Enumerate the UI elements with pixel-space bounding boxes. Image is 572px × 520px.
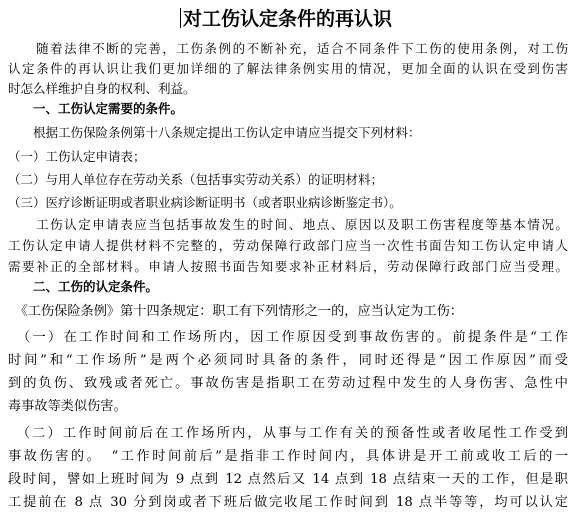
section2-line-1: 《工伤保险条例》第十四条规定：职工有下列情形之一的，应当认定为工伤： — [8, 304, 463, 319]
section2-line-7: 事故伤害的。 “工作时间前后”是指非工作时间内，具体讲是开工前或收工后的一 — [8, 449, 568, 464]
section2-line-2: （一）在工作时间和工作场所内，因工作原因受到事故伤害的。前提条件是“工作 — [8, 330, 568, 345]
section2-line-6: （二）工作时间前后在工作场所内，从事与工作有关的预备性或者收尾性工作受到 — [8, 426, 568, 441]
document-title — [0, 8, 572, 30]
section1-heading: 一、工伤认定需要的条件。 — [8, 101, 184, 116]
section2-line-9: 工提前在 8 点 30 分到岗或者下班后做完收尾工作时间到 18 点半等等，均可以认定 — [8, 495, 568, 510]
intro-line-2: 认定条件的再认识让我们更加详细的了解法律条例实用的情况，更加全面的认识在受到伤害 — [8, 61, 568, 76]
material-item-1: （一）工伤认定申请表； — [8, 149, 146, 164]
section2-line-4: 到的负伤、致残或者死亡。事故伤害是指职工在劳动过程中发生的人身伤害、急性中 — [8, 376, 568, 391]
section1-intro: 根据工伤保险条例第十八条规定提出工伤认定申请应当提交下列材料： — [8, 125, 421, 140]
section2-line-3: 时间”和“工作场所”是两个必须同时具备的条件，同时还得是“因工作原因”而受 — [8, 353, 568, 368]
section2-line-5: 毒事故等类似伤害。 — [8, 399, 127, 414]
intro-line-3: 时怎么样维护自身的权利、利益。 — [8, 81, 196, 96]
section1-body-line-3: 需要补正的全部材料。申请人按照书面告知要求补正材料后，劳动保障行政部门应当受理。 — [8, 259, 568, 274]
section2-line-8: 段时间，譬如上班时间为 9 点到 12 点然后又 14 点到 18 点结束一天的工作，但是职 — [8, 472, 568, 487]
material-item-2: （二）与用人单位存在劳动关系（包括事实劳动关系）的证明材料； — [8, 172, 384, 187]
text-cursor — [180, 8, 181, 28]
section2-heading: 二、工伤的认定条件。 — [8, 279, 159, 294]
section1-body-line-1: 工伤认定申请表应当包括事故发生的时间、地点、原因以及职工伤害程度等基本情况。 — [8, 217, 568, 232]
section1-body-line-2: 工伤认定申请人提供材料不完整的，劳动保障行政部门应当一次性书面告知工伤认定申请人 — [8, 238, 568, 253]
material-item-3: （三）医疗诊断证明或者职业病诊断证明书（或者职业病诊断鉴定书）。 — [8, 195, 402, 210]
intro-line-1: 随着法律不断的完善，工伤条例的不断补充，适合不同条件下工伤的使用条例，对工伤 — [8, 41, 568, 56]
document-title-text: 对工伤认定条件的再认识 — [182, 8, 392, 30]
